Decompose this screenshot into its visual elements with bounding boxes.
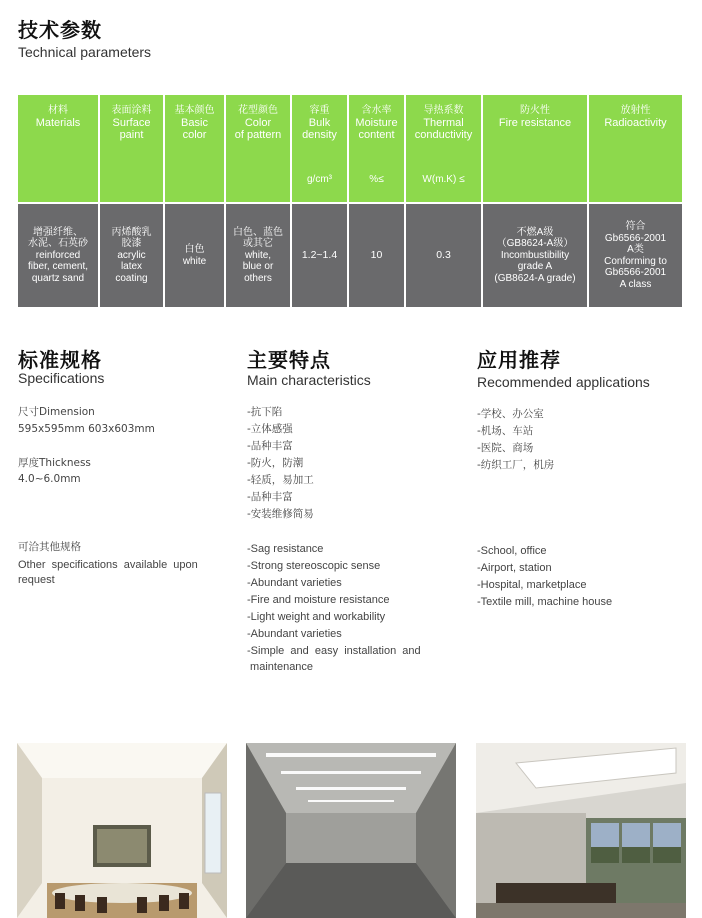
cell-text: 胶漆 — [121, 238, 142, 250]
cell-text: 水泥、石英砂 — [28, 238, 88, 250]
cell-text: 白色、蓝色 — [233, 226, 283, 238]
table-header-cell — [589, 95, 682, 202]
header-unit: %≤ — [369, 174, 384, 185]
table-value-cell — [100, 204, 163, 307]
applications-title-zh: 应用推荐 — [477, 348, 561, 372]
cell-text: white — [182, 255, 207, 267]
header-label-zh: 花型颜色 — [238, 105, 278, 116]
table-header-cell — [226, 95, 290, 202]
other-specs-en-1: Other specifications available upon — [18, 559, 198, 571]
cell-text: quartz sand — [31, 272, 85, 284]
header-label-zh: 防火性 — [520, 105, 550, 116]
cell-text: 增强纤维、 — [33, 226, 83, 238]
technical-parameters-table — [18, 95, 686, 307]
list-item: -Sag resistance — [247, 543, 324, 555]
header-label-en: Moisture — [355, 117, 398, 129]
cell-text: 1.2~1.4 — [301, 248, 338, 261]
table-value-cell — [226, 204, 290, 307]
other-specs-zh: 可洽其他规格 — [18, 541, 81, 553]
header-label-en: Radioactivity — [604, 117, 667, 129]
list-item: -安装维修简易 — [247, 508, 314, 520]
header-label-zh: 容重 — [309, 105, 330, 116]
table-header-cell — [165, 95, 224, 202]
applications-list-zh — [477, 406, 554, 474]
thickness-value: 4.0~6.0mm — [18, 473, 81, 485]
cell-text: 10 — [370, 248, 383, 261]
page-title-en: Technical parameters — [18, 44, 152, 60]
list-item: -防火，防潮 — [247, 457, 304, 469]
list-item: -Textile mill, machine house — [477, 596, 613, 608]
list-item: -Strong stereoscopic sense — [247, 560, 381, 572]
cell-text: Gb6566-2001 — [604, 232, 667, 244]
cell-text: white, — [244, 249, 272, 261]
header-label-zh: 表面涂料 — [111, 105, 152, 116]
list-item: -School, office — [477, 545, 547, 557]
cell-text: grade A — [517, 261, 553, 273]
cell-text: acrylic — [117, 249, 146, 261]
table-value-cell — [18, 204, 98, 307]
table-value-cell — [349, 204, 404, 307]
cell-text: A类 — [627, 244, 644, 255]
header-unit: W(m.K) ≤ — [422, 174, 465, 185]
cell-text: Incombustibility — [500, 249, 570, 261]
header-label-en: paint — [119, 129, 144, 141]
office-photo — [476, 743, 686, 918]
specifications-title-zh: 标准规格 — [18, 348, 102, 372]
table-header-cell — [406, 95, 481, 202]
header-label-zh: 含水率 — [361, 105, 392, 116]
list-item: -学校、办公室 — [477, 408, 544, 420]
hall-photo — [246, 743, 456, 918]
cell-text: 不燃A级 — [516, 226, 554, 238]
list-item: -品种丰富 — [247, 440, 293, 452]
header-label-zh: 材料 — [48, 105, 68, 116]
specifications-title-en: Specifications — [18, 370, 105, 386]
applications-title-en: Recommended applications — [477, 374, 650, 390]
header-label-en: color — [182, 129, 207, 141]
cell-text: 0.3 — [436, 248, 451, 261]
cell-text: 丙烯酸乳 — [111, 226, 152, 238]
header-unit: g/cm³ — [307, 174, 332, 185]
dimension-value: 595x595mm 603x603mm — [18, 423, 155, 435]
page-title-zh: 技术参数 — [18, 18, 102, 42]
cell-text: A class — [619, 278, 652, 290]
list-item: -立体感强 — [247, 423, 293, 435]
cell-text: blue or — [242, 261, 274, 273]
header-label-zh: 放射性 — [620, 105, 651, 116]
header-label-en: density — [302, 129, 337, 141]
thickness-label: 厚度Thickness — [18, 457, 91, 469]
list-item: -Simple and easy installation and — [247, 645, 421, 657]
cell-text: fiber, cement, — [27, 261, 89, 273]
cell-text: others — [244, 272, 272, 284]
list-item: -Airport, station — [477, 562, 552, 574]
table-header-cell — [349, 95, 404, 202]
list-item: maintenance — [247, 661, 314, 673]
list-item: -抗下陷 — [247, 406, 283, 418]
header-label-en: Bulk — [308, 117, 331, 129]
table-header-cell — [18, 95, 98, 202]
header-label-en: Surface — [112, 117, 151, 129]
header-label-en: of pattern — [234, 129, 282, 141]
table-value-cell — [165, 204, 224, 307]
cell-text: 白色 — [184, 244, 205, 255]
header-label-en: Materials — [35, 117, 81, 129]
cell-text: Gb6566-2001 — [604, 267, 667, 278]
list-item: -医院、商场 — [477, 442, 534, 454]
characteristics-title-zh: 主要特点 — [247, 348, 331, 372]
table-header-cell — [100, 95, 163, 202]
cell-text: Conforming to — [604, 255, 667, 267]
table-header-cell — [483, 95, 587, 202]
header-label-zh: 导热系数 — [423, 105, 464, 116]
table-value-cell — [589, 204, 682, 307]
list-item: -Abundant varieties — [247, 577, 342, 589]
header-label-en: conductivity — [414, 129, 473, 141]
cell-text: latex — [120, 261, 143, 273]
applications-list-en — [477, 543, 612, 611]
list-item: -Hospital, marketplace — [477, 579, 587, 591]
table-header-cell — [292, 95, 347, 202]
cell-text: (GB8624-A grade) — [494, 272, 576, 284]
list-item: -品种丰富 — [247, 491, 293, 503]
cell-text: 符合 — [625, 221, 646, 232]
header-label-en: Thermal — [423, 117, 464, 129]
header-label-en: Basic — [181, 117, 208, 129]
list-item: -Abundant varieties — [247, 628, 342, 640]
dimension-label: 尺寸Dimension — [18, 406, 95, 418]
header-label-zh: 基本颜色 — [174, 105, 215, 116]
cell-text: （GB8624-A级） — [496, 238, 574, 250]
header-label-en: Color — [244, 117, 272, 129]
list-item: -Light weight and workability — [247, 611, 386, 623]
header-label-en: Fire resistance — [498, 117, 572, 129]
table-value-cell — [483, 204, 587, 307]
cell-text: reinforced — [35, 249, 81, 261]
header-label-en: content — [358, 129, 395, 141]
list-item: -轻质，易加工 — [247, 474, 314, 486]
cell-text: coating — [115, 272, 148, 284]
cell-text: 或其它 — [243, 238, 273, 250]
characteristics-list-en — [247, 541, 457, 674]
other-specs-en-2: request — [18, 574, 55, 586]
table-value-cell — [406, 204, 481, 307]
characteristics-list-zh — [247, 404, 314, 523]
table-value-cell — [292, 204, 347, 307]
list-item: -机场、车站 — [477, 425, 534, 437]
list-item: -纺织工厂，机房 — [477, 459, 555, 471]
list-item: -Fire and moisture resistance — [247, 594, 390, 606]
meeting-room-photo — [17, 743, 227, 918]
characteristics-title-en: Main characteristics — [247, 372, 371, 388]
